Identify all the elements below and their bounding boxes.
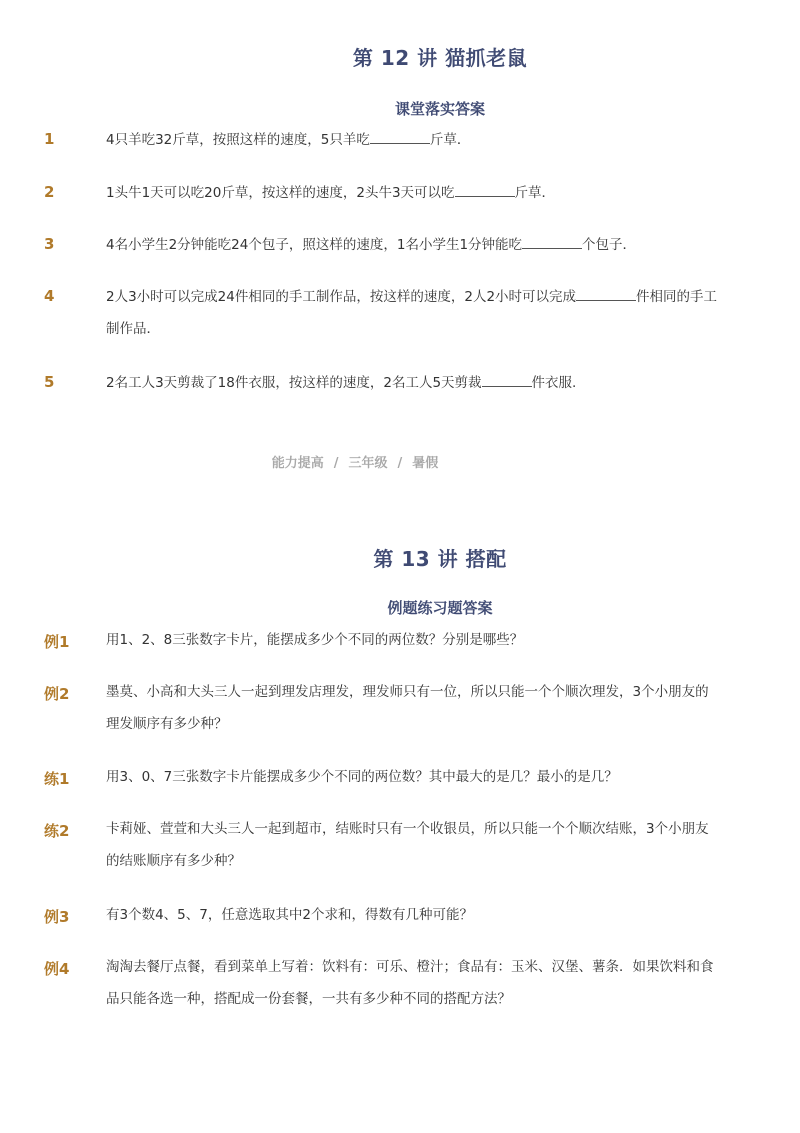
question-text-before: 4只羊吃32斤草，按照这样的速度，5只羊吃 (106, 132, 370, 148)
footer-separator: / (397, 456, 403, 471)
lesson-12-section-title: 课堂落实答案 (394, 100, 485, 118)
question-text (106, 281, 722, 345)
example-text: 淘淘去餐厅点餐，看到菜单上写着：饮料有：可乐、橙汁；食品有：玉米、汉堡、薯条．如果饮料和食品只能各选一种，搭配成一份套餐，一共有多少种不同的搭配方法？ (106, 959, 714, 1007)
question-text-after: 件衣服. (531, 375, 577, 391)
question-number: 5 (44, 373, 55, 391)
lesson-12-title: 第 12 讲 猫抓老鼠 (352, 46, 528, 70)
example-text: 用1、2、8三张数字卡片，能摆成多少个不同的两位数？分别是哪些？ (106, 632, 524, 648)
answer-blank[interactable] (455, 182, 515, 197)
question-number: 1 (44, 130, 55, 148)
practice-number: 练2 (44, 822, 70, 840)
page-footer (0, 452, 710, 471)
question-text-before: 2名工人3天剪裁了18件衣服，按这样的速度，2名工人5天剪裁 (106, 375, 482, 391)
answer-blank[interactable] (370, 129, 430, 144)
practice-number: 练1 (44, 770, 70, 788)
answer-blank[interactable] (576, 286, 636, 301)
example-number: 例4 (44, 960, 70, 978)
example-number: 例1 (44, 633, 70, 651)
question-text-before: 1头牛1天可以吃20斤草，按这样的速度，2头牛3天可以吃 (106, 185, 455, 201)
footer-grade: 三年级 (348, 456, 388, 471)
question-text-before: 2人3小时可以完成24件相同的手工制作品，按这样的速度，2人2小时可以完成 (106, 289, 577, 305)
question-text (106, 367, 722, 399)
example-text: 墨莫、小高和大头三人一起到理发店理发，理发师只有一位，所以只能一个个顺次理发，3个小朋友的理发顺序有多少种？ (106, 684, 709, 732)
footer-separator: / (333, 456, 339, 471)
footer-term: 暑假 (412, 456, 439, 471)
practice-text: 卡莉娅、萱萱和大头三人一起到超市，结账时只有一个收银员，所以只能一个个顺次结账，3个小朋友的结账顺序有多少种？ (106, 821, 709, 869)
example-number: 例3 (44, 908, 70, 926)
answer-blank[interactable] (482, 372, 532, 387)
lesson-13-title: 第 13 讲 搭配 (373, 547, 507, 571)
question-text-after: 件相同的手工制作品． (106, 289, 718, 337)
question-text (106, 124, 722, 156)
example-number: 例2 (44, 685, 70, 703)
footer-category: 能力提高 (271, 456, 324, 471)
question-text-after: 斤草． (514, 185, 556, 201)
question-text-before: 4名小学生2分钟能吃24个包子，照这样的速度，1名小学生1分钟能吃 (106, 237, 523, 253)
practice-text: 用3、0、7三张数字卡片能摆成多少个不同的两位数？其中最大的是几？最小的是几？ (106, 769, 618, 785)
answer-blank[interactable] (522, 234, 582, 249)
question-text-after: 个包子． (582, 237, 637, 253)
example-text: 有3个数4、5、7，任意选取其中2个求和，得数有几种可能？ (106, 907, 473, 923)
question-text-after: 斤草． (429, 132, 471, 148)
question-number: 2 (44, 183, 55, 201)
lesson-13-section-title: 例题练习题答案 (387, 599, 493, 617)
question-number: 4 (44, 287, 55, 305)
question-text (106, 177, 722, 209)
question-number: 3 (44, 235, 55, 253)
question-text (106, 229, 722, 261)
